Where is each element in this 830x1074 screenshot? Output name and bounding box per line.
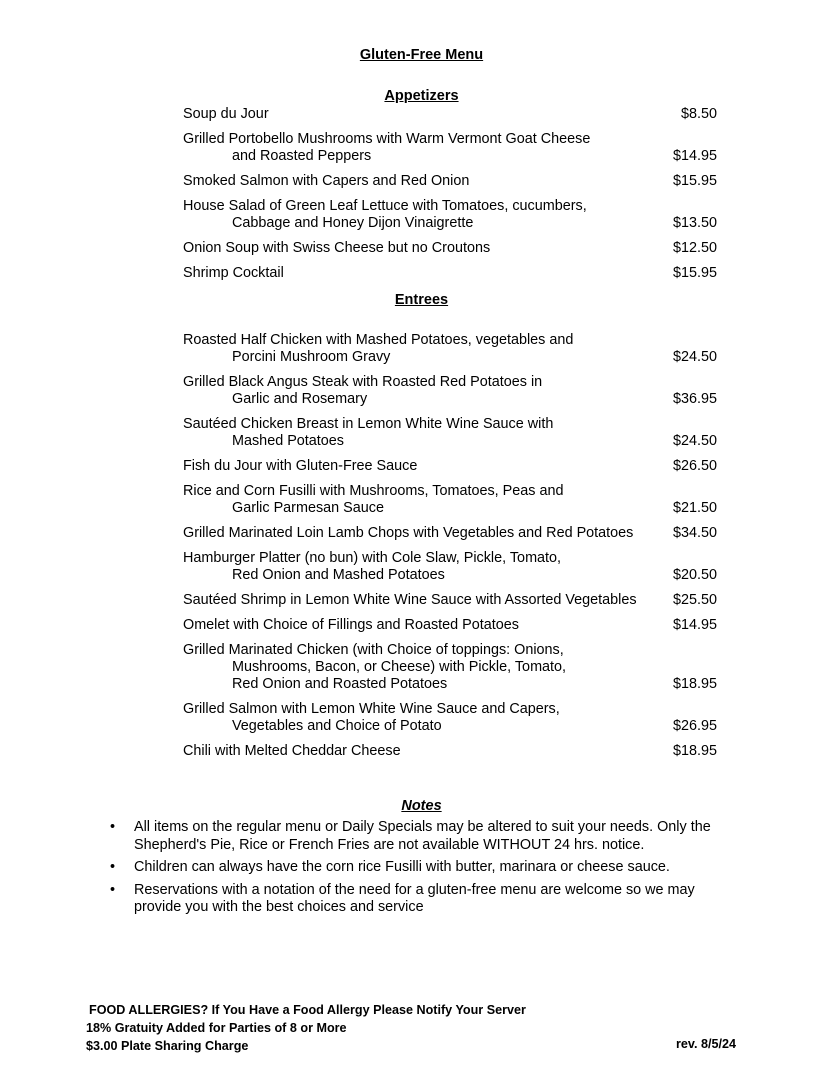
- appetizers-list: [183, 106, 723, 290]
- item-price: $20.50: [672, 567, 717, 583]
- note-item: [110, 859, 740, 877]
- menu-item: [183, 617, 723, 634]
- item-name: Sautéed Shrimp in Lemon White Wine Sauce with Assorted Vegetables: [183, 592, 637, 608]
- item-name-continued: Garlic Parmesan Sauce: [232, 500, 384, 516]
- note-text: Reservations with a notation of the need for a gluten-free menu are welcome so we may provide you with the best choices and service: [134, 881, 695, 915]
- item-name: Soup du Jour: [183, 106, 269, 122]
- item-name-continued: Garlic and Rosemary: [232, 391, 368, 407]
- item-name: Chili with Melted Cheddar Cheese: [183, 743, 401, 759]
- item-price: $8.50: [680, 106, 717, 122]
- plate-sharing-notice: $3.00 Plate Sharing Charge: [86, 1039, 249, 1053]
- item-name: Smoked Salmon with Capers and Red Onion: [183, 173, 470, 189]
- item-price: $34.50: [672, 525, 717, 541]
- bullet-icon: •: [110, 859, 116, 875]
- item-name-continued: Vegetables and Choice of Potato: [232, 718, 442, 734]
- menu-item: [183, 240, 723, 257]
- footer: [86, 1001, 756, 1055]
- menu-item: [183, 642, 723, 693]
- menu-item: [183, 173, 723, 190]
- menu-item: [183, 592, 723, 609]
- bullet-icon: •: [110, 881, 116, 898]
- item-price: $18.95: [672, 743, 717, 759]
- item-price: $26.95: [672, 718, 717, 734]
- item-name-continued: Red Onion and Roasted Potatoes: [232, 676, 448, 692]
- item-name: Grilled Salmon with Lemon White Wine Sauce and Capers,: [183, 701, 560, 717]
- item-name-continued: Porcini Mushroom Gravy: [232, 349, 391, 365]
- item-name: Roasted Half Chicken with Mashed Potatoes, vegetables and: [183, 332, 574, 348]
- page-title: Gluten-Free Menu: [359, 47, 484, 63]
- item-name: Onion Soup with Swiss Cheese but no Croutons: [183, 240, 491, 256]
- item-name: Grilled Marinated Loin Lamb Chops with Vegetables and Red Potatoes: [183, 525, 634, 541]
- item-name: Rice and Corn Fusilli with Mushrooms, Tomatoes, Peas and: [183, 483, 564, 499]
- menu-item: [183, 332, 723, 366]
- notes-list: [110, 819, 740, 922]
- menu-item: [183, 550, 723, 584]
- item-price: $14.95: [672, 617, 717, 633]
- item-name: Hamburger Platter (no bun) with Cole Slaw, Pickle, Tomato,: [183, 550, 562, 566]
- item-name-continued: Red Onion and Mashed Potatoes: [232, 567, 445, 583]
- entrees-heading: Entrees: [394, 292, 449, 308]
- item-name-continued: and Roasted Peppers: [232, 148, 372, 164]
- item-price: $14.95: [672, 148, 717, 164]
- item-name: Fish du Jour with Gluten-Free Sauce: [183, 458, 418, 474]
- item-price: $26.50: [672, 458, 717, 474]
- note-item: [110, 819, 740, 854]
- allergy-notice: FOOD ALLERGIES? If You Have a Food Allergy Please Notify Your Server: [89, 1003, 526, 1017]
- menu-item: [183, 483, 723, 517]
- item-price: $24.50: [672, 349, 717, 365]
- item-price: $21.50: [672, 500, 717, 516]
- item-name: Omelet with Choice of Fillings and Roasted Potatoes: [183, 617, 519, 633]
- menu-item: [183, 198, 723, 232]
- gratuity-notice: 18% Gratuity Added for Parties of 8 or More: [86, 1021, 347, 1035]
- menu-item: [183, 458, 723, 475]
- item-name-continued: Cabbage and Honey Dijon Vinaigrette: [232, 215, 474, 231]
- bullet-icon: •: [110, 819, 116, 835]
- item-name: Sautéed Chicken Breast in Lemon White Wine Sauce with: [183, 416, 554, 432]
- menu-item: [183, 374, 723, 408]
- item-name: House Salad of Green Leaf Lettuce with Tomatoes, cucumbers,: [183, 198, 587, 214]
- item-price: $15.95: [672, 265, 717, 281]
- item-price: $24.50: [672, 433, 717, 449]
- item-price: $25.50: [672, 592, 717, 608]
- item-name-continued: Mushrooms, Bacon, or Cheese) with Pickle, Tomato,: [232, 659, 567, 675]
- menu-item: [183, 701, 723, 735]
- menu-item: [183, 265, 723, 282]
- menu-item: [183, 131, 723, 165]
- notes-heading: Notes: [401, 798, 442, 814]
- menu-item: [183, 525, 723, 542]
- menu-item: [183, 416, 723, 450]
- revision-date: rev. 8/5/24: [676, 1037, 736, 1051]
- item-price: $13.50: [672, 215, 717, 231]
- item-price: $18.95: [672, 676, 717, 692]
- item-name: Grilled Portobello Mushrooms with Warm Vermont Goat Cheese: [183, 131, 591, 147]
- appetizers-heading: Appetizers: [384, 88, 459, 104]
- note-item: [110, 882, 740, 917]
- item-name-continued: Mashed Potatoes: [232, 433, 344, 449]
- note-text: All items on the regular menu or Daily Specials may be altered to suit your needs. Only the Shepherd's Pie, Rice or French Fries are not available WITHOUT 24 hrs. notice.: [134, 819, 711, 853]
- item-price: $15.95: [672, 173, 717, 189]
- menu-item: [183, 106, 723, 123]
- note-text: Children can always have the corn rice Fusilli with butter, marinara or cheese sauce.: [134, 859, 670, 875]
- item-name: Shrimp Cocktail: [183, 265, 284, 281]
- item-price: $12.50: [672, 240, 717, 256]
- item-name: Grilled Black Angus Steak with Roasted Red Potatoes in: [183, 374, 543, 390]
- item-price: $36.95: [672, 391, 717, 407]
- menu-item: [183, 743, 723, 760]
- entrees-list: [183, 332, 723, 768]
- item-name: Grilled Marinated Chicken (with Choice of toppings: Onions,: [183, 642, 564, 658]
